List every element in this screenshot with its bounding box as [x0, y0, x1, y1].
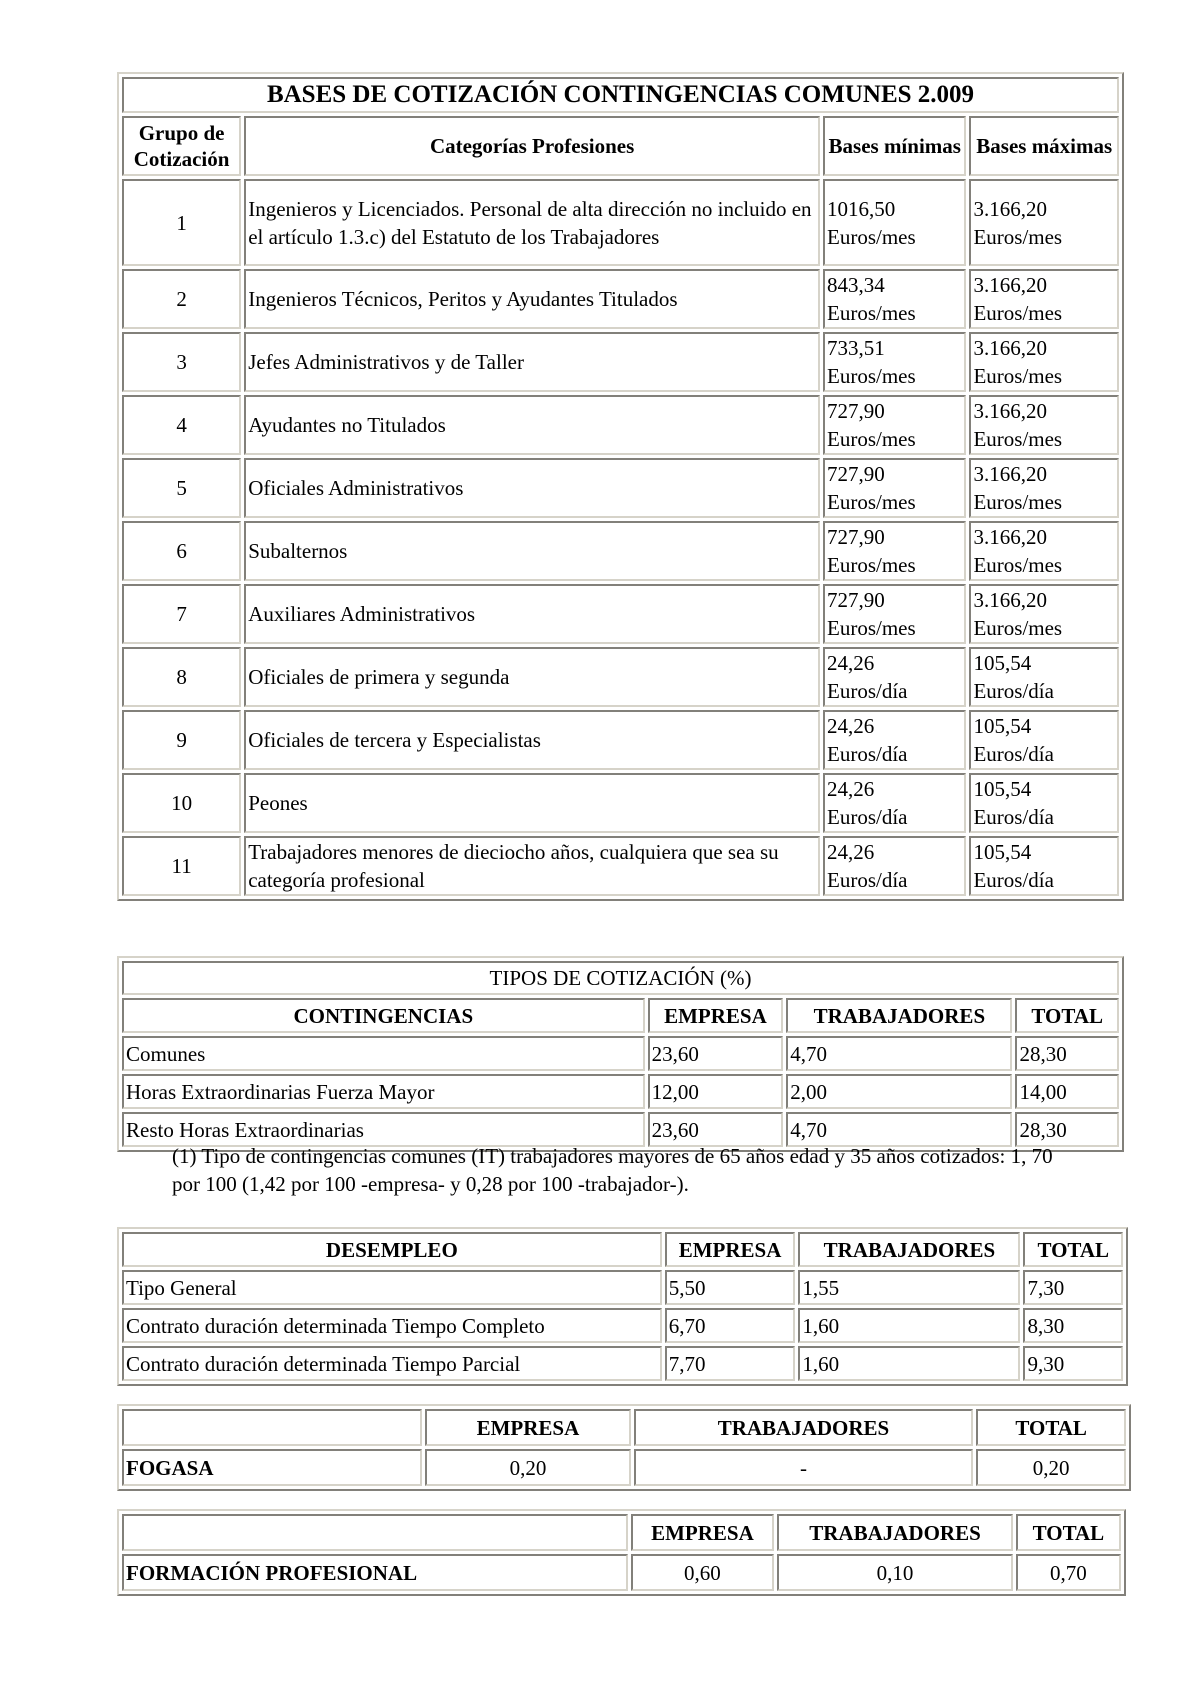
table-row — [122, 773, 1119, 833]
maxima-value: 3.166,20 — [973, 588, 1047, 612]
header-grupo: Grupo de Cotización — [122, 116, 241, 176]
total-cell: 14,00 — [1015, 1074, 1119, 1109]
total-cell: 9,30 — [1023, 1346, 1123, 1381]
label-cell: Contrato duración determinada Tiempo Parcial — [122, 1346, 662, 1381]
maxima-cell — [969, 458, 1119, 518]
maxima-cell — [969, 332, 1119, 392]
trabajadores-cell: 1,55 — [798, 1270, 1020, 1305]
table-row — [122, 836, 1119, 896]
empresa-cell: 0,60 — [631, 1554, 775, 1591]
categoria-cell: Subalternos — [244, 521, 820, 581]
total-cell: 0,70 — [1016, 1554, 1121, 1591]
empresa-cell: 23,60 — [648, 1036, 784, 1071]
empresa-cell: 7,70 — [665, 1346, 796, 1381]
maxima-unit: Euros/mes — [973, 301, 1063, 325]
maxima-value: 3.166,20 — [973, 399, 1047, 423]
grupo-cell: 2 — [122, 269, 241, 329]
minima-value: 24,26 — [827, 777, 875, 801]
bases-table — [117, 72, 1124, 901]
table-row — [122, 1346, 1123, 1381]
categoria-cell: Ingenieros y Licenciados. Personal de alta dirección no incluido en el artículo 1.3.c) del Estatuto de los Trabajadores — [244, 179, 820, 266]
footnote: (1) Tipo de contingencias comunes (IT) trabajadores mayores de 65 años edad y 35 años cotizados: 1, 70 por 100 (1,42 por 100 -empresa- y 0,28 por 100 -trabajador-). — [172, 1144, 1053, 1196]
header-empresa: EMPRESA — [665, 1232, 796, 1267]
minima-unit: Euros/mes — [827, 616, 916, 640]
table-row — [122, 1449, 1126, 1486]
maxima-unit: Euros/día — [973, 805, 1054, 829]
trabajadores-cell: 4,70 — [786, 1112, 1012, 1147]
categoria-cell: Trabajadores menores de dieciocho años, cualquiera que sea su categoría profesional — [244, 836, 820, 896]
label-cell: Comunes — [122, 1036, 645, 1071]
header-total: TOTAL — [1023, 1232, 1123, 1267]
maxima-value: 105,54 — [973, 777, 1032, 801]
header-total: TOTAL — [976, 1409, 1126, 1446]
minima-value: 733,51 — [827, 336, 885, 360]
bases-title: BASES DE COTIZACIÓN CONTINGENCIAS COMUNES 2.009 — [122, 77, 1119, 113]
header-desempleo: DESEMPLEO — [122, 1232, 662, 1267]
categoria-cell: Oficiales de primera y segunda — [244, 647, 820, 707]
table-row — [122, 1270, 1123, 1305]
grupo-cell: 8 — [122, 647, 241, 707]
categoria-cell: Peones — [244, 773, 820, 833]
empresa-cell: 5,50 — [665, 1270, 796, 1305]
minima-value: 24,26 — [827, 840, 875, 864]
maxima-unit: Euros/mes — [973, 427, 1063, 451]
maxima-cell — [969, 179, 1119, 266]
trabajadores-cell: 4,70 — [786, 1036, 1012, 1071]
minima-cell — [823, 179, 966, 266]
minima-unit: Euros/mes — [827, 224, 916, 249]
bases-title-row — [122, 77, 1119, 113]
categoria-cell: Ingenieros Técnicos, Peritos y Ayudantes Titulados — [244, 269, 820, 329]
table-row — [122, 395, 1119, 455]
grupo-cell: 1 — [122, 179, 241, 266]
categoria-cell: Oficiales de tercera y Especialistas — [244, 710, 820, 770]
table-row — [122, 458, 1119, 518]
minima-unit: Euros/mes — [827, 490, 916, 514]
maxima-unit: Euros/día — [973, 742, 1054, 766]
maxima-cell — [969, 773, 1119, 833]
tipos-header-row — [122, 998, 1119, 1033]
table-row — [122, 584, 1119, 644]
minima-value: 727,90 — [827, 462, 885, 486]
trabajadores-cell: 2,00 — [786, 1074, 1012, 1109]
table-row — [122, 1074, 1119, 1109]
table-row — [122, 647, 1119, 707]
minima-cell — [823, 521, 966, 581]
total-cell: 28,30 — [1015, 1112, 1119, 1147]
header-contingencias: CONTINGENCIAS — [122, 998, 645, 1033]
maxima-value: 3.166,20 — [973, 336, 1047, 360]
maxima-cell — [969, 710, 1119, 770]
categoria-cell: Oficiales Administrativos — [244, 458, 820, 518]
label-cell: FORMACIÓN PROFESIONAL — [122, 1554, 628, 1591]
maxima-unit: Euros/mes — [973, 553, 1063, 577]
maxima-value: 105,54 — [973, 714, 1032, 738]
minima-cell — [823, 269, 966, 329]
header-trabajadores: TRABAJADORES — [777, 1514, 1013, 1551]
header-trabajadores: TRABAJADORES — [634, 1409, 974, 1446]
minima-cell — [823, 332, 966, 392]
maxima-value: 105,54 — [973, 840, 1032, 864]
label-cell: Horas Extraordinarias Fuerza Mayor — [122, 1074, 645, 1109]
total-cell: 8,30 — [1023, 1308, 1123, 1343]
bases-header-row — [122, 116, 1119, 176]
maxima-cell — [969, 584, 1119, 644]
minima-unit: Euros/día — [827, 679, 908, 703]
empty-header-cell — [122, 1514, 628, 1551]
label-cell: Tipo General — [122, 1270, 662, 1305]
minima-value: 727,90 — [827, 399, 885, 423]
maxima-cell — [969, 395, 1119, 455]
maxima-cell — [969, 836, 1119, 896]
formacion-table — [117, 1509, 1126, 1596]
minima-unit: Euros/mes — [827, 553, 916, 577]
label-cell: FOGASA — [122, 1449, 422, 1486]
maxima-unit: Euros/mes — [973, 490, 1063, 514]
maxima-value: 3.166,20 — [973, 462, 1047, 486]
minima-unit: Euros/mes — [827, 364, 916, 388]
empresa-cell: 12,00 — [648, 1074, 784, 1109]
tipos-title: TIPOS DE COTIZACIÓN (%) — [122, 961, 1119, 995]
empresa-cell: 23,60 — [648, 1112, 784, 1147]
table-row — [122, 1308, 1123, 1343]
maxima-value: 3.166,20 — [973, 273, 1047, 297]
header-categorias: Categorías Profesiones — [244, 116, 820, 176]
grupo-cell: 3 — [122, 332, 241, 392]
fogasa-header-row — [122, 1409, 1126, 1446]
minima-unit: Euros/día — [827, 805, 908, 829]
table-row — [122, 1036, 1119, 1071]
empresa-cell: 0,20 — [425, 1449, 630, 1486]
label-cell: Resto Horas Extraordinarias — [122, 1112, 645, 1147]
minima-unit: Euros/día — [827, 868, 908, 892]
categoria-cell: Ayudantes no Titulados — [244, 395, 820, 455]
maxima-unit: Euros/mes — [973, 364, 1063, 388]
table-row — [122, 269, 1119, 329]
header-total: TOTAL — [1015, 998, 1119, 1033]
header-empresa: EMPRESA — [648, 998, 784, 1033]
header-minimas: Bases mínimas — [823, 116, 966, 176]
minima-cell — [823, 458, 966, 518]
grupo-cell: 9 — [122, 710, 241, 770]
header-total: TOTAL — [1016, 1514, 1121, 1551]
minima-cell — [823, 647, 966, 707]
formacion-header-row — [122, 1514, 1121, 1551]
grupo-cell: 5 — [122, 458, 241, 518]
minima-value: 843,34 — [827, 273, 885, 297]
trabajadores-cell: 1,60 — [798, 1308, 1020, 1343]
trabajadores-cell: - — [634, 1449, 974, 1486]
minima-cell — [823, 710, 966, 770]
desempleo-table — [117, 1227, 1128, 1386]
empresa-cell: 6,70 — [665, 1308, 796, 1343]
total-cell: 28,30 — [1015, 1036, 1119, 1071]
maxima-unit: Euros/mes — [973, 224, 1063, 249]
maxima-cell — [969, 521, 1119, 581]
maxima-value: 3.166,20 — [973, 196, 1047, 221]
minima-value: 24,26 — [827, 651, 875, 675]
table-row — [122, 710, 1119, 770]
minima-cell — [823, 773, 966, 833]
categoria-cell: Auxiliares Administrativos — [244, 584, 820, 644]
grupo-cell: 11 — [122, 836, 241, 896]
maxima-unit: Euros/día — [973, 679, 1054, 703]
trabajadores-cell: 1,60 — [798, 1346, 1020, 1381]
minima-value: 24,26 — [827, 714, 875, 738]
table-row — [122, 179, 1119, 266]
total-cell: 7,30 — [1023, 1270, 1123, 1305]
tipos-title-row — [122, 961, 1119, 995]
minima-value: 1016,50 — [827, 196, 896, 221]
header-empresa: EMPRESA — [425, 1409, 630, 1446]
header-empresa: EMPRESA — [631, 1514, 775, 1551]
minima-cell — [823, 395, 966, 455]
grupo-cell: 10 — [122, 773, 241, 833]
maxima-value: 105,54 — [973, 651, 1032, 675]
minima-unit: Euros/mes — [827, 301, 916, 325]
label-cell: Contrato duración determinada Tiempo Completo — [122, 1308, 662, 1343]
minima-unit: Euros/mes — [827, 427, 916, 451]
trabajadores-cell: 0,10 — [777, 1554, 1013, 1591]
desempleo-header-row — [122, 1232, 1123, 1267]
minima-cell — [823, 836, 966, 896]
header-trabajadores: TRABAJADORES — [786, 998, 1012, 1033]
minima-unit: Euros/día — [827, 742, 908, 766]
table-row — [122, 332, 1119, 392]
maxima-value: 3.166,20 — [973, 525, 1047, 549]
categoria-cell: Jefes Administrativos y de Taller — [244, 332, 820, 392]
grupo-cell: 6 — [122, 521, 241, 581]
fogasa-table — [117, 1404, 1131, 1491]
total-cell: 0,20 — [976, 1449, 1126, 1486]
header-maximas: Bases máximas — [969, 116, 1119, 176]
table-row — [122, 1554, 1121, 1591]
maxima-unit: Euros/día — [973, 868, 1054, 892]
tipos-table — [117, 956, 1124, 1152]
minima-value: 727,90 — [827, 588, 885, 612]
maxima-unit: Euros/mes — [973, 616, 1063, 640]
maxima-cell — [969, 269, 1119, 329]
minima-cell — [823, 584, 966, 644]
header-trabajadores: TRABAJADORES — [798, 1232, 1020, 1267]
table-row — [122, 521, 1119, 581]
maxima-cell — [969, 647, 1119, 707]
minima-value: 727,90 — [827, 525, 885, 549]
grupo-cell: 7 — [122, 584, 241, 644]
grupo-cell: 4 — [122, 395, 241, 455]
empty-header-cell — [122, 1409, 422, 1446]
